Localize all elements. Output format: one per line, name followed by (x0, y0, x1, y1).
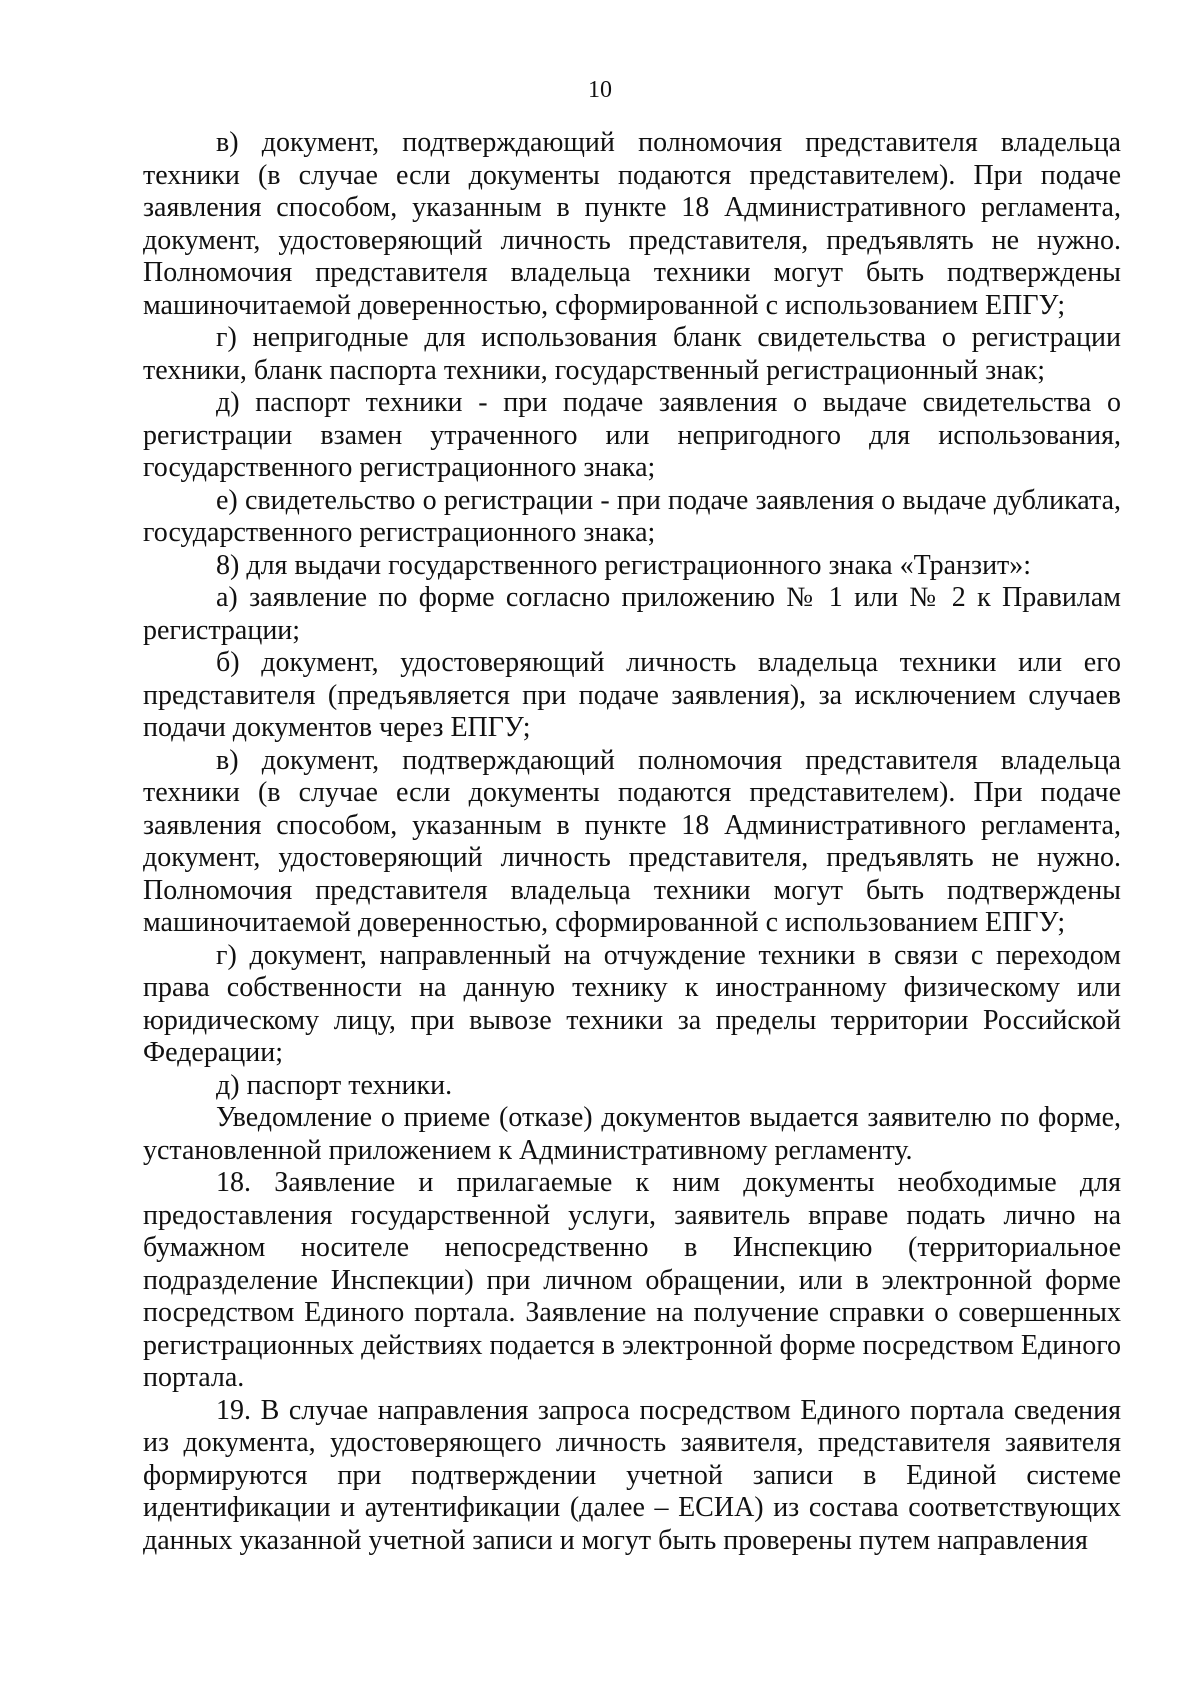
paragraph-g-alienation-document: г) документ, направленный на отчуждение техники в связи с переходом права собственности на данную технику к иностранному физическому или юридическому лицу, при вывозе техники за пределы территории Российской Федерации; (143, 939, 1121, 1068)
body-text (143, 127, 1121, 1557)
paragraph-b-identity-document: б) документ, удостоверяющий личность владельца техники или его представителя (предъявляется при подаче заявления), за исключением случаев подачи документов через ЕПГУ; (143, 647, 1121, 743)
paragraph-18-submission: 18. Заявление и прилагаемые к ним документы необходимые для предоставления государственной услуги, заявитель вправе подать лично на бумажном носителе непосредственно в Инспекцию (территориальное подразделение Инспекции) при личном обращении, или в электронной форме посредством Единого портала. Заявление на получение справки о совершенных регистрационных действиях подается в электронной форме посредством Единого портала. (143, 1167, 1121, 1393)
paragraph-8-transit-plate: 8) для выдачи государственного регистрационного знака «Транзит»: (216, 549, 1032, 581)
paragraph-notification: Уведомление о приеме (отказе) документов выдается заявителю по форме, установленной приложением к Административному регламенту. (143, 1102, 1121, 1166)
page-number: 10 (588, 77, 612, 103)
paragraph-19-esia: 19. В случае направления запроса посредством Единого портала сведения из документа, удостоверяющего личность заявителя, представителя заявителя формируются при подтверждении учетной записи в Единой системе идентификации и аутентификации (далее – ЕСИА) из состава соответствующих данных указанной учетной записи и могут быть проверены путем направления (143, 1394, 1121, 1556)
paragraph-e-registration-certificate: е) свидетельство о регистрации - при подаче заявления о выдаче дубликата, государственного регистрационного знака; (143, 484, 1121, 548)
paragraph-g-unusable-forms: г) непригодные для использования бланк свидетельства о регистрации техники, бланк паспорта техники, государственный регистрационный знак; (143, 322, 1121, 386)
paragraph-v-representative-authority: в) документ, подтверждающий полномочия представителя владельца техники (в случае если документы подаются представителем). При подаче заявления способом, указанным в пункте 18 Административного регламента, документ, удостоверяющий личность представителя, предъявлять не нужно. Полномочия представителя владельца техники могут быть подтверждены машиночитаемой доверенностью, сформированной с использованием ЕПГУ; (143, 127, 1121, 321)
paragraph-v-representative-authority-2: в) документ, подтверждающий полномочия представителя владельца техники (в случае если документы подаются представителем). При подаче заявления способом, указанным в пункте 18 Административного регламента, документ, удостоверяющий личность представителя, предъявлять не нужно. Полномочия представителя владельца техники могут быть подтверждены машиночитаемой доверенностью, сформированной с использованием ЕПГУ; (143, 744, 1121, 938)
paragraph-a-application-form: а) заявление по форме согласно приложению № 1 или № 2 к Правилам регистрации; (143, 582, 1121, 646)
paragraph-d-technical-passport: д) паспорт техники - при подаче заявления о выдаче свидетельства о регистрации взамен утраченного или непригодного для использования, государственного регистрационного знака; (143, 387, 1121, 483)
paragraph-d-technical-passport-2: д) паспорт техники. (216, 1069, 453, 1101)
